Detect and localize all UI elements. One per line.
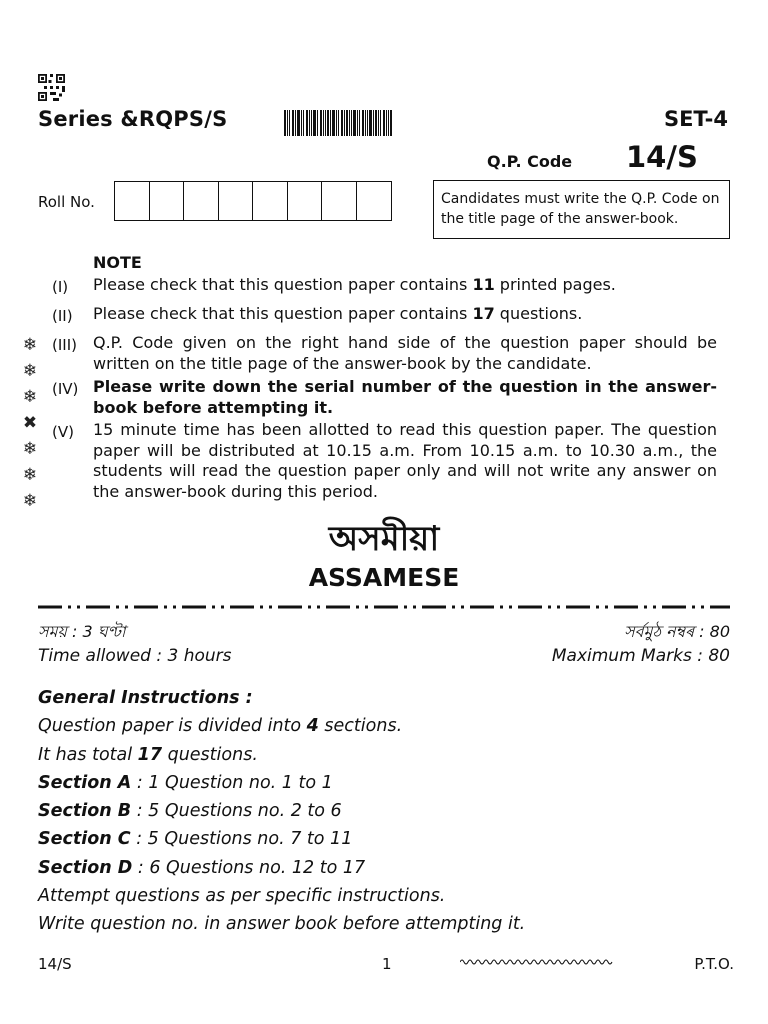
qr-code-icon xyxy=(38,74,65,101)
note-item-text: 15 minute time has been allotted to read this question paper. The question paper will be distributed at 10.15 a.m. From 10.15 a.m. to 10.30 a.m., the students will read the question paper only and will not write any answer on the answer-book during this period. xyxy=(93,420,717,501)
note-item-number: (III) xyxy=(52,336,77,354)
instruction-line: Question paper is divided into 4 sections. xyxy=(38,716,403,737)
time-allowed-native: সময় : 3 ঘণ্টা xyxy=(38,622,126,641)
time-allowed: Time allowed : 3 hours xyxy=(38,646,232,666)
note-item-text: Q.P. Code given on the right hand side of the question paper should be written on the title page of the answer-book by the candidate. xyxy=(93,333,717,373)
page-number: 1 xyxy=(382,955,392,973)
candidate-notice-box: Candidates must write the Q.P. Code on the title page of the answer-book. xyxy=(433,180,730,239)
note-item-bold: 17 xyxy=(472,304,495,323)
note-item-number: (IV) xyxy=(52,380,79,398)
roll-number-label: Roll No. xyxy=(38,193,95,211)
snowflake-icon: ❄ xyxy=(22,335,38,355)
qp-code-label: Q.P. Code xyxy=(487,152,573,171)
note-item-text: Please write down the serial number of the question in the answer-book before attempting it. xyxy=(93,377,717,417)
roll-digit-box[interactable] xyxy=(288,182,323,220)
instruction-line: It has total 17 questions. xyxy=(38,744,258,765)
note-item xyxy=(52,420,717,502)
series-label: Series &RQPS/S xyxy=(38,107,228,131)
general-instructions xyxy=(38,684,728,939)
snowflake-icon: ❄ xyxy=(22,387,38,407)
snowflake-icon: ❄ xyxy=(22,439,38,459)
roll-digit-box[interactable] xyxy=(150,182,185,220)
side-security-marks xyxy=(19,332,41,514)
section-line: Section C : 5 Questions no. 7 to 11 xyxy=(38,829,353,850)
snowflake-icon: ❄ xyxy=(22,491,38,511)
roll-digit-box[interactable] xyxy=(219,182,254,220)
max-marks-native: সৰ্বমুঠ নম্বৰ : 80 xyxy=(624,622,730,641)
instruction-line: Attempt questions as per specific instructions. xyxy=(38,886,446,907)
roll-digit-box[interactable] xyxy=(357,182,392,220)
subject-title-native: অসমীয়া xyxy=(328,519,440,559)
decorative-dash-line xyxy=(38,604,730,614)
roll-digit-box[interactable] xyxy=(322,182,357,220)
section-line: Section D : 6 Questions no. 12 to 17 xyxy=(38,857,366,878)
note-item-text: Please check that this question paper contains xyxy=(93,275,473,294)
roll-digit-box[interactable] xyxy=(115,182,150,220)
subject-title-english: ASSAMESE xyxy=(308,563,460,592)
instruction-line: Write question no. in answer book before attempting it. xyxy=(38,914,526,935)
roll-digit-box[interactable] xyxy=(184,182,219,220)
note-item-number: (V) xyxy=(52,423,74,441)
wavy-line-icon xyxy=(460,957,614,967)
roll-number-boxes[interactable] xyxy=(114,181,392,221)
barcode-icon xyxy=(284,110,392,136)
max-marks: Maximum Marks : 80 xyxy=(551,646,730,666)
note-item-text: questions. xyxy=(494,304,583,323)
pto-label: P.T.O. xyxy=(694,955,734,973)
note-title: NOTE xyxy=(93,253,142,272)
footer-qp-code: 14/S xyxy=(38,955,72,973)
general-instructions-heading: General Instructions : xyxy=(38,688,253,708)
note-item xyxy=(52,333,717,374)
roll-digit-box[interactable] xyxy=(253,182,288,220)
note-item-bold: 11 xyxy=(472,275,495,294)
note-item-text: Please check that this question paper contains xyxy=(93,304,473,323)
qp-code-value: 14/S xyxy=(626,140,698,174)
note-item-number: (I) xyxy=(52,278,69,296)
note-item xyxy=(52,275,717,296)
snowflake-icon: ❄ xyxy=(22,465,38,485)
note-item-text: printed pages. xyxy=(494,275,616,294)
set-label: SET-4 xyxy=(663,107,728,131)
note-item-number: (II) xyxy=(52,307,73,325)
note-item xyxy=(52,377,717,418)
note-item xyxy=(52,304,717,325)
section-line: Section A : 1 Question no. 1 to 1 xyxy=(38,772,333,793)
cross-icon: ✖ xyxy=(22,413,38,433)
snowflake-icon: ❄ xyxy=(22,361,38,381)
section-line: Section B : 5 Questions no. 2 to 6 xyxy=(38,801,342,822)
